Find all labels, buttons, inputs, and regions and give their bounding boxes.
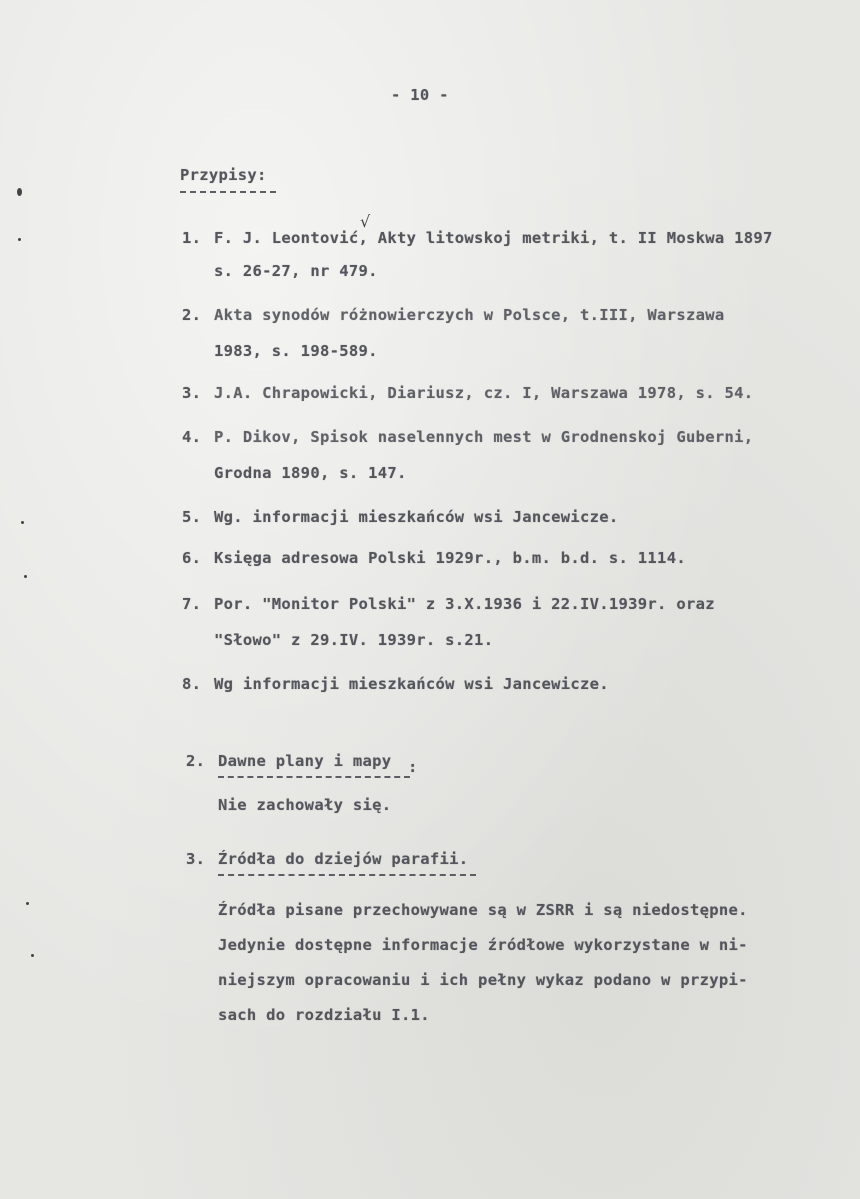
margin-speck xyxy=(17,188,22,196)
footnote-line: J.A. Chrapowicki, Diariusz, cz. I, Warszawa 1978, s. 54. xyxy=(214,384,754,402)
footnote-number: 8. xyxy=(182,675,202,693)
section-text-line: Jedynie dostępne informacje źródłowe wykorzystane w ni- xyxy=(218,936,748,954)
margin-speck xyxy=(31,954,34,957)
footnote-number: 1. xyxy=(182,229,202,247)
section-heading-underline xyxy=(218,874,476,876)
footnotes-heading-underline xyxy=(180,191,276,193)
footnote-line: Księga adresowa Polski 1929r., b.m. b.d. s. 1114. xyxy=(214,549,686,567)
footnote-line: s. 26-27, nr 479. xyxy=(214,262,378,280)
margin-speck xyxy=(24,575,27,578)
check-mark: √ xyxy=(360,212,371,231)
section-text-line: sach do rozdziału I.1. xyxy=(218,1006,430,1024)
footnote-line: F. J. Leontović, Akty litowskoj metriki, t. II Moskwa 1897 xyxy=(214,229,773,247)
section-heading-suffix: : xyxy=(408,758,418,776)
section-heading: Dawne plany i mapy xyxy=(218,752,392,770)
footnote-line: Por. "Monitor Polski" z 3.X.1936 i 22.IV.1939r. oraz xyxy=(214,595,715,613)
section-number: 3. xyxy=(186,850,206,868)
footnote-line: 1983, s. 198-589. xyxy=(214,342,378,360)
footnote-number: 6. xyxy=(182,549,202,567)
footnote-number: 2. xyxy=(182,306,202,324)
section-heading: Źródła do dziejów parafii. xyxy=(218,850,469,868)
section-text-line: niejszym opracowaniu i ich pełny wykaz podano w przypi- xyxy=(218,971,748,989)
footnote-line: Wg. informacji mieszkańców wsi Jancewicze. xyxy=(214,508,619,526)
footnote-line: "Słowo" z 29.IV. 1939r. s.21. xyxy=(214,631,494,649)
footnote-line: Wg informacji mieszkańców wsi Jancewicze. xyxy=(214,675,609,693)
footnote-number: 5. xyxy=(182,508,202,526)
footnote-line: Grodna 1890, s. 147. xyxy=(214,464,407,482)
section-text: Nie zachowały się. xyxy=(218,796,392,814)
page-number: - 10 - xyxy=(391,86,449,104)
section-number: 2. xyxy=(186,752,206,770)
footnote-line: Akta synodów różnowierczych w Polsce, t.III, Warszawa xyxy=(214,306,725,324)
footnote-number: 7. xyxy=(182,595,202,613)
footnote-number: 3. xyxy=(182,384,202,402)
footnote-line: P. Dikov, Spisok naselennych mest w Grodnenskoj Guberni, xyxy=(214,428,754,446)
margin-speck xyxy=(26,902,29,905)
section-heading-underline xyxy=(218,776,410,778)
footnote-number: 4. xyxy=(182,428,202,446)
margin-speck xyxy=(18,238,21,241)
section-text-line: Źródła pisane przechowywane są w ZSRR i są niedostępne. xyxy=(218,901,748,919)
margin-speck xyxy=(21,521,24,524)
footnotes-heading: Przypisy: xyxy=(180,166,267,184)
